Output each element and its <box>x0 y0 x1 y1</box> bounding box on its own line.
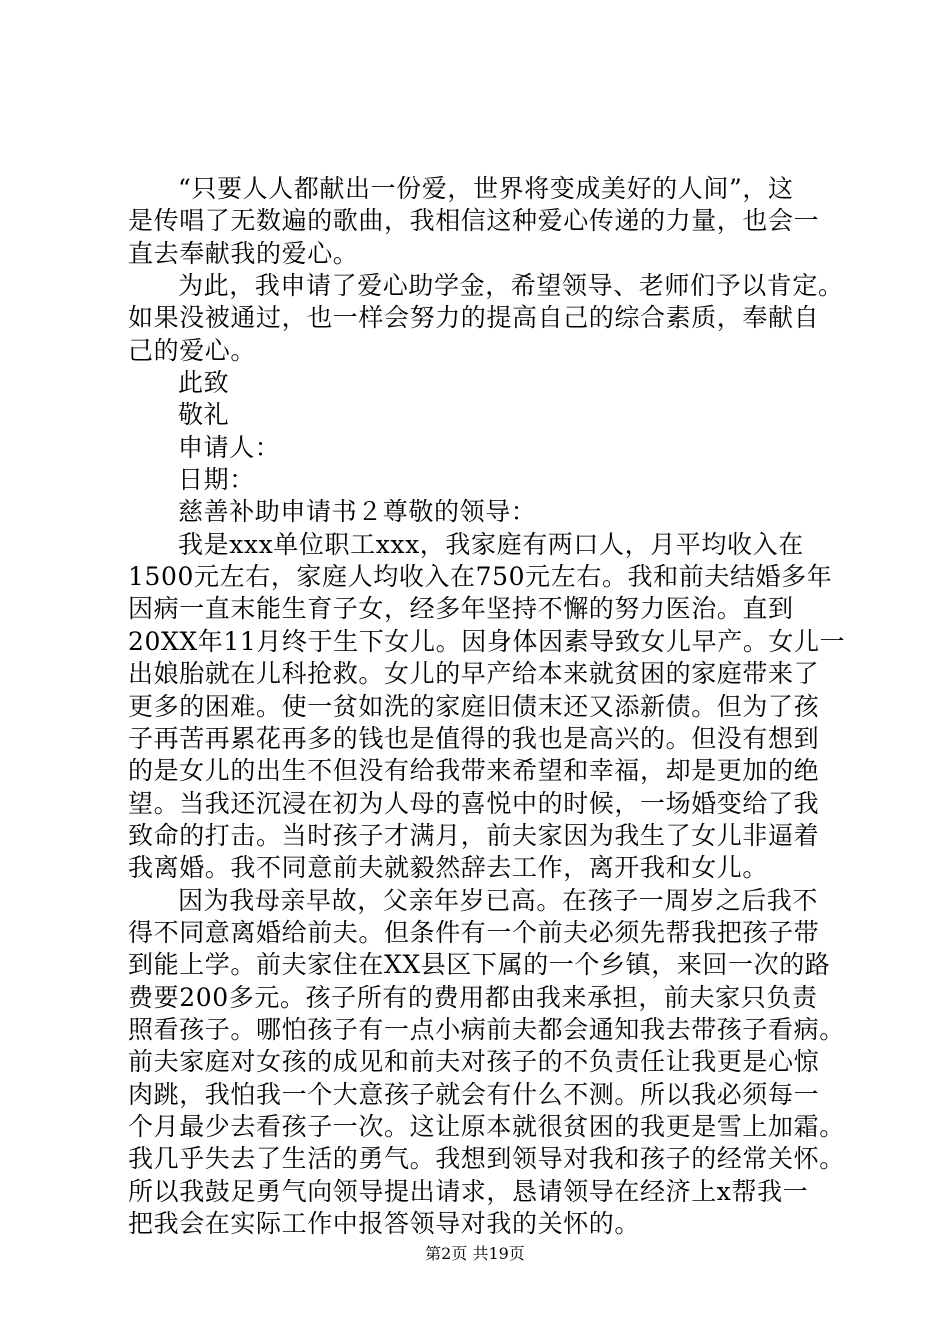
text-line: 个月最少去看孩子一次。这让原本就很贫困的我更是雪上加霜。 <box>128 1111 845 1141</box>
text-line: 直去奉献我的爱心。 <box>128 238 359 268</box>
text-line: 得不同意离婚给前夫。但条件有一个前夫必须先帮我把孩子带 <box>128 917 820 947</box>
text-line: 是传唱了无数遍的歌曲，我相信这种爱心传递的力量，也会一 <box>128 206 820 236</box>
text-line: 我几乎失去了生活的勇气。我想到领导对我和孩子的经常关怀。 <box>128 1144 845 1174</box>
text-line: 到能上学。前夫家住在XX县区下属的一个乡镇，来回一次的路 <box>128 950 831 980</box>
text-line: 己的爱心。 <box>128 335 257 365</box>
text-line: 致命的打击。当时孩子才满月，前夫家因为我生了女儿非逼着 <box>128 820 820 850</box>
text-line: 前夫家庭对女孩的成见和前夫对孩子的不负责任让我更是心惊 <box>128 1047 820 1077</box>
text-line: 如果没被通过，也一样会努力的提高自己的综合素质，奉献自 <box>128 303 820 333</box>
text-line: “只要人人都献出一份爱，世界将变成美好的人间”，这 <box>178 174 794 203</box>
text-line: 因病一直末能生育子女，经多年坚持不懈的努力医治。直到 <box>128 594 794 624</box>
text-line: 费要200多元。孩子所有的费用都由我来承担，前夫家只负责 <box>128 982 818 1012</box>
text-line: 我是xxx单位职工xxx，我家庭有两口人，月平均收入在 <box>178 529 804 559</box>
text-line: 20XX年11月终于生下女儿。因身体因素导致女儿早产。女儿一 <box>128 626 846 656</box>
text-line: 肉跳，我怕我一个大意孩子就会有什么不测。所以我必须每一 <box>128 1079 820 1109</box>
applicant-label: 申请人： <box>178 432 281 462</box>
text-line: 照看孩子。哪怕孩子有一点小病前夫都会通知我去带孩子看病。 <box>128 1014 845 1044</box>
text-line: 1500元左右，家庭人均收入在750元左右。我和前夫结婚多年 <box>128 562 833 592</box>
section-heading: 慈善补助申请书２尊敬的领导： <box>178 497 537 527</box>
text-line: 我离婚。我不同意前夫就毅然辞去工作，离开我和女儿。 <box>128 853 769 883</box>
closing-regards: 敬礼 <box>178 400 230 430</box>
text-line: 更多的困难。使一贫如洗的家庭旧债末还又添新债。但为了孩 <box>128 691 820 721</box>
text-line: 把我会在实际工作中报答领导对我的关怀的。 <box>128 1209 641 1238</box>
closing-salutation: 此致 <box>178 368 230 398</box>
document-body <box>128 173 846 1240</box>
text-line: 出娘胎就在儿科抢救。女儿的早产给本来就贫困的家庭带来了 <box>128 659 820 689</box>
text-line: 所以我鼓足勇气向领导提出请求，恳请领导在经济上x帮我一 <box>128 1176 809 1206</box>
page-number-footer: 第2页 共19页 <box>425 1244 525 1263</box>
text-line: 为此，我申请了爱心助学金，希望领导、老师们予以肯定。 <box>178 271 844 301</box>
date-label: 日期： <box>178 465 255 495</box>
text-line: 因为我母亲早故，父亲年岁已高。在孩子一周岁之后我不 <box>178 885 819 915</box>
text-line: 望。当我还沉浸在初为人母的喜悦中的时候，一场婚变给了我 <box>128 788 820 818</box>
text-line: 的是女儿的出生不但没有给我带来希望和幸福，却是更加的绝 <box>128 756 820 786</box>
text-line: 子再苦再累花再多的钱也是值得的我也是高兴的。但没有想到 <box>128 723 820 753</box>
